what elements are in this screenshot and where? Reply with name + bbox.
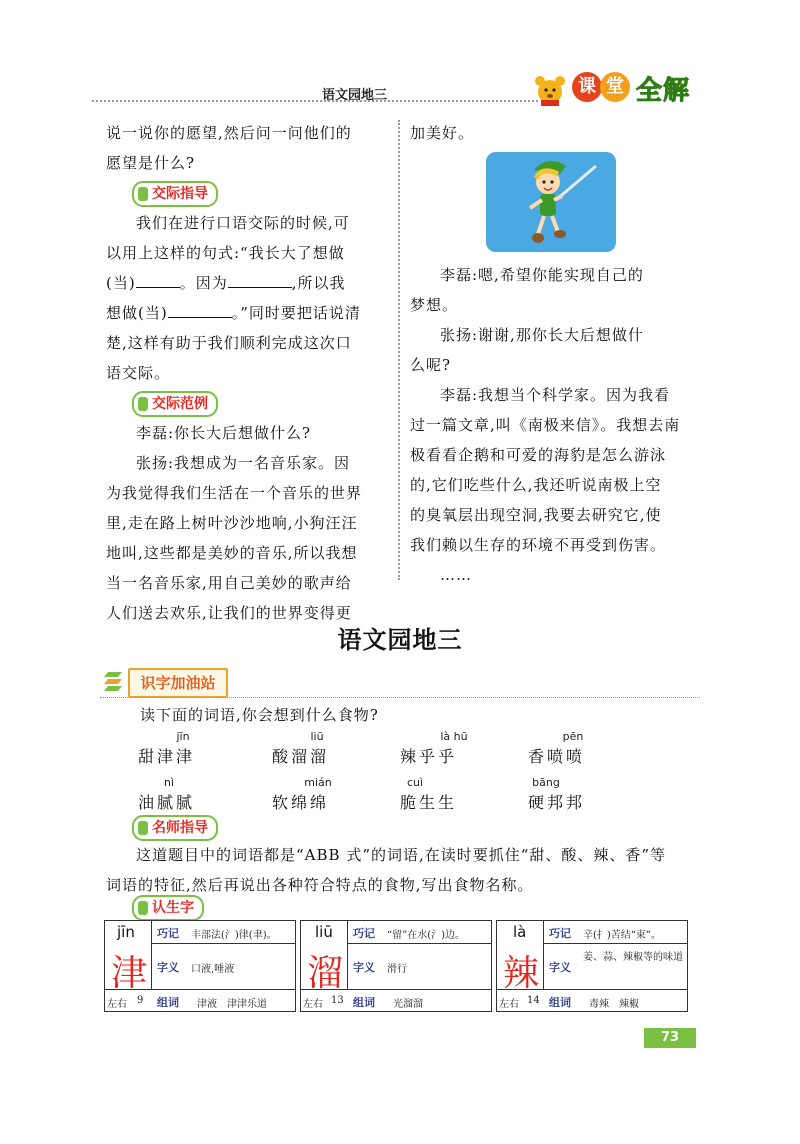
word-text: 酸溜溜	[272, 747, 330, 766]
word-text: 脆生生	[400, 793, 458, 812]
fill-blank	[136, 269, 180, 288]
dialog-line: 的臭氧层出现空洞,我要去研究它,使	[410, 506, 662, 524]
qiaoji-text: “留”在水(氵)边。	[387, 930, 466, 941]
boy-with-sword-icon	[486, 152, 616, 252]
word-pinyin: nì	[163, 776, 175, 789]
word-pinyin: pēn	[562, 730, 584, 743]
card-pinyin: là	[513, 923, 527, 941]
qiaoji-label: 巧记	[353, 927, 375, 940]
guidance-line: 语交际。	[106, 364, 171, 382]
card-pinyin: jīn	[117, 923, 135, 941]
literacy-station-banner	[100, 667, 234, 697]
example-line: 为我觉得我们生活在一个音乐的世界	[106, 484, 363, 502]
zuci-label: 组词	[353, 996, 375, 1009]
qiaoji-text: 辛(扌)苦结“束”。	[583, 930, 662, 941]
example-line: 里,走在路上树叶沙沙地响,小狗汪汪	[106, 514, 358, 532]
chars-tag-row	[106, 892, 406, 922]
ziyi-text: 姜、蒜、辣椒等的味道	[583, 952, 683, 963]
example-line: 人们送去欢乐,让我们的世界变得更	[106, 604, 352, 622]
ziyi-label: 字义	[549, 961, 571, 974]
logo-ke: 课	[572, 72, 602, 102]
word-item	[138, 776, 228, 816]
card-character: 辣	[503, 953, 540, 994]
qiaoji-text: 丰部法(氵)律(聿)。	[191, 930, 277, 941]
qiaoji-row	[347, 921, 491, 944]
dialog-line: 我们赖以生存的环境不再受到伤害。	[410, 536, 667, 554]
word-row-2	[138, 776, 658, 816]
dialog-line: 过一篇文章,叫《南极来信》。我想去南	[410, 416, 681, 434]
ziyi-label: 字义	[353, 961, 375, 974]
card-strokes: 13	[331, 995, 344, 1006]
char-card	[496, 920, 688, 1012]
question-text: 读下面的词语,你会想到什么食物?	[140, 706, 379, 724]
running-header-title: 语文园地三	[322, 88, 388, 103]
word-item	[272, 776, 362, 816]
char-cell	[105, 921, 152, 994]
char-cell	[497, 921, 544, 994]
word-item	[138, 730, 228, 770]
tag-teacher: 名师指导	[132, 815, 218, 841]
word-text: 软绵绵	[272, 793, 330, 812]
station-dotted-rule	[100, 697, 700, 698]
example-line: 张扬:我想成为一名音乐家。因	[136, 454, 351, 472]
card-structure: 左右	[107, 999, 127, 1010]
dialog-ellipsis: ……	[440, 566, 472, 584]
card-structure: 左右	[499, 999, 519, 1010]
ziyi-label: 字义	[157, 961, 179, 974]
stripes-icon	[104, 672, 122, 692]
word-item	[272, 730, 362, 770]
intro-line: 愿望是什么?	[106, 154, 196, 172]
guidance-line: 我们在进行口语交际的时候,可	[136, 214, 350, 232]
dialog-line: 极看看企鹅和可爱的海豹是怎么游泳	[410, 446, 667, 464]
tag-example: 交际范例	[132, 391, 218, 417]
teacher-tag-row	[106, 812, 406, 842]
guidance-line-blanks: 想做(当) 。”同时要把话说清	[106, 298, 388, 328]
word-pinyin: cuì	[406, 776, 424, 789]
dialog-line: 梦想。	[410, 296, 459, 314]
word-item	[528, 730, 618, 770]
char-card	[300, 920, 492, 1012]
word-pinyin: mián	[304, 776, 332, 789]
zuci-label: 组词	[157, 996, 179, 1009]
logo-quanjie: 全解	[636, 76, 691, 106]
ziyi-row	[151, 943, 295, 989]
guidance-line: 以用上这样的句式:“我长大了想做	[106, 244, 345, 262]
qiaoji-label: 巧记	[157, 927, 179, 940]
word-row-1	[138, 730, 658, 770]
char-card	[104, 920, 296, 1012]
section-title: 语文园地三	[337, 625, 463, 654]
header-dotted-rule	[92, 100, 538, 102]
card-strokes: 9	[137, 995, 144, 1006]
continued-line: 加美好。	[410, 124, 475, 142]
bear-mascot-icon	[532, 72, 568, 106]
word-pinyin: bāng	[532, 776, 560, 789]
card-pinyin: liū	[315, 923, 333, 941]
dialog-line: 张扬:谢谢,那你长大后想做什	[440, 326, 644, 344]
tag-new-chars: 认生字	[132, 895, 204, 921]
word-pinyin: liū	[310, 730, 324, 743]
explanation-line: 词语的特征,然后再说出各种符合特点的食物,写出食物名称。	[106, 876, 534, 894]
word-text: 油腻腻	[138, 793, 196, 812]
word-text: 香喷喷	[528, 747, 586, 766]
word-text: 硬邦邦	[528, 793, 586, 812]
tag-guidance: 交际指导	[132, 181, 218, 207]
card-character: 津	[111, 953, 148, 994]
ziyi-text: 滑行	[387, 964, 407, 975]
card-structure: 左右	[303, 999, 323, 1010]
qiaoji-label: 巧记	[549, 927, 571, 940]
card-character: 溜	[307, 953, 344, 994]
word-item	[400, 730, 490, 770]
card-strokes: 14	[527, 995, 540, 1006]
fill-blank	[228, 269, 292, 288]
dialog-line: 李磊:我想当个科学家。因为我看	[440, 386, 671, 404]
qiaoji-row	[543, 921, 687, 944]
publisher-logo	[528, 68, 728, 108]
logo-tang: 堂	[600, 72, 630, 102]
word-text: 甜津津	[138, 747, 196, 766]
page-number: 73	[644, 1028, 696, 1048]
zuci-text: 津液 津津乐道	[197, 999, 267, 1010]
explanation-line: 这道题目中的词语都是“ABB 式”的词语,在读时要抓住“甜、酸、辣、香”等	[136, 846, 667, 864]
zuci-label: 组词	[549, 996, 571, 1009]
zuci-row	[497, 989, 687, 1012]
station-label: 识字加油站	[128, 668, 228, 698]
dialog-line: 的,它们吃些什么,我还听说南极上空	[410, 476, 662, 494]
word-text: 辣乎乎	[400, 747, 458, 766]
dialog-line: 李磊:嗯,希望你能实现自己的	[440, 266, 644, 284]
cartoon-illustration	[486, 152, 616, 252]
word-item	[528, 776, 618, 816]
zuci-text: 光溜溜	[393, 999, 423, 1010]
ziyi-row	[347, 943, 491, 989]
example-line: 李磊:你长大后想做什么?	[136, 424, 312, 442]
zuci-row	[105, 989, 295, 1012]
guidance-line-blanks: (当) 。因为 ,所以我	[106, 268, 388, 298]
word-pinyin: là hū	[440, 730, 468, 743]
left-column	[106, 118, 388, 628]
intro-line: 说一说你的愿望,然后问一问他们的	[106, 124, 352, 142]
zuci-text: 毒辣 辣椒	[589, 999, 639, 1010]
explanation	[106, 840, 696, 900]
column-divider	[398, 120, 400, 580]
qiaoji-row	[151, 921, 295, 944]
char-cell	[301, 921, 348, 994]
guidance-line: 楚,这样有助于我们顺利完成这次口	[106, 334, 352, 352]
example-line: 当一名音乐家,用自己美妙的歌声给	[106, 574, 352, 592]
ziyi-row	[543, 943, 687, 989]
fill-blank	[168, 299, 232, 318]
dialog-line: 么呢?	[410, 356, 452, 374]
example-line: 地叫,这些都是美妙的音乐,所以我想	[106, 544, 358, 562]
right-column	[410, 118, 696, 590]
zuci-row	[301, 989, 491, 1012]
ziyi-text: 口液,唾液	[191, 964, 235, 975]
word-pinyin: jīn	[176, 730, 190, 743]
word-item	[400, 776, 490, 816]
